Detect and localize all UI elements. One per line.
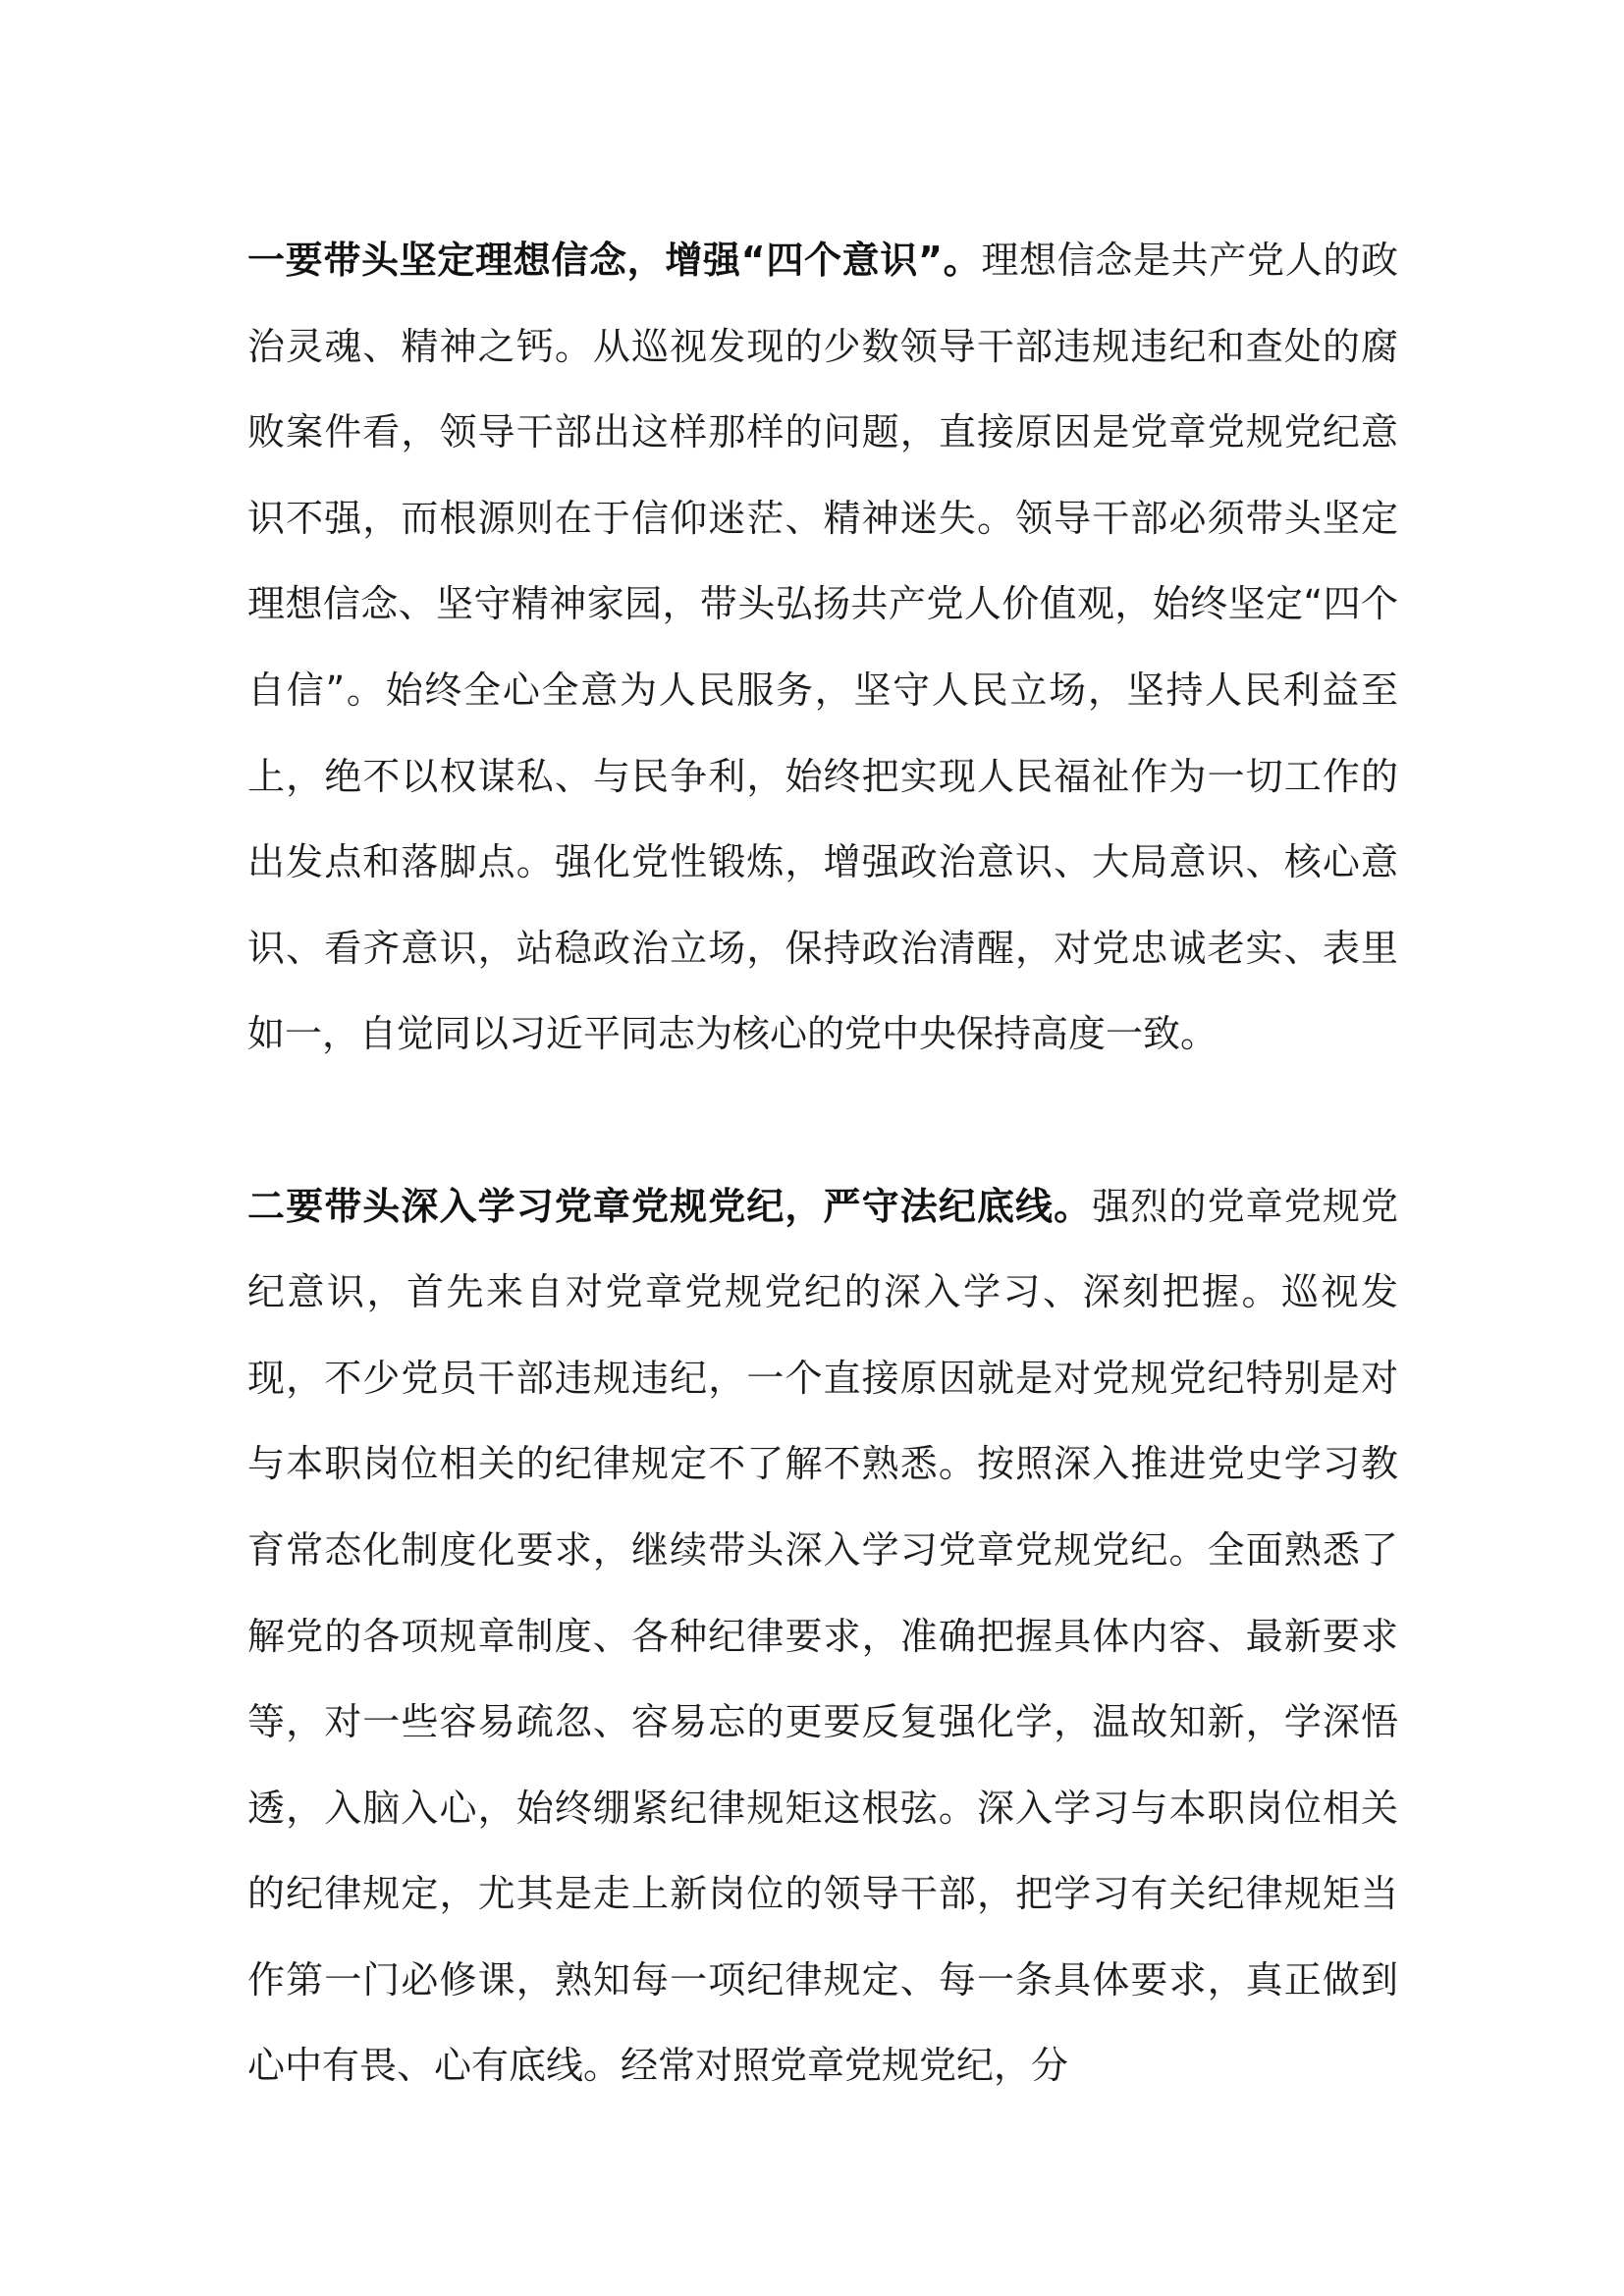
document-body (247, 218, 1398, 2109)
paragraph-heading: 一要带头坚定理想信念，增强“四个意识”。 (247, 239, 982, 282)
paragraph-ideals (247, 218, 1398, 1078)
paragraph-text: 理想信念是共产党人的政治灵魂、精神之钙。从巡视发现的少数领导干部违规违纪和查处的腐败案件看，领导干部出这样那样的问题，直接原因是党章党规党纪意识不强，而根源则在于信仰迷茫、精神迷失。领导干部必须带头坚定理想信念、坚守精神家园，带头弘扬共产党人价值观，始终坚定“四个自信”。始终全心全意为人民服务，坚守人民立场，坚持人民利益至上，绝不以权谋私、与民争利，始终把实现人民福祉作为一切工作的出发点和落脚点。强化党性锻炼，增强政治意识、大局意识、核心意识、看齐意识，站稳政治立场，保持政治清醒，对党忠诚老实、表里如一，自觉同以习近平同志为核心的党中央保持高度一致。 (247, 239, 1398, 1056)
paragraph-heading: 二要带头深入学习党章党规党纪，严守法纪底线。 (247, 1184, 1093, 1228)
paragraph-text: 强烈的党章党规党纪意识，首先来自对党章党规党纪的深入学习、深刻把握。巡视发现，不少党员干部违规违纪，一个直接原因就是对党规党纪特别是对与本职岗位相关的纪律规定不了解不熟悉。按照深入推进党史学习教育常态化制度化要求，继续带头深入学习党章党规党纪。全面熟悉了解党的各项规章制度、各种纪律要求，准确把握具体内容、最新要求等，对一些容易疏忽、容易忘的更要反复强化学，温故知新，学深悟透，入脑入心，始终绷紧纪律规矩这根弦。深入学习与本职岗位相关的纪律规定，尤其是走上新岗位的领导干部，把学习有关纪律规矩当作第一门必修课，熟知每一项纪律规定、每一条具体要求，真正做到心中有畏、心有底线。经常对照党章党规党纪，分 (247, 1184, 1398, 2088)
paragraph-discipline (247, 1164, 1398, 2110)
